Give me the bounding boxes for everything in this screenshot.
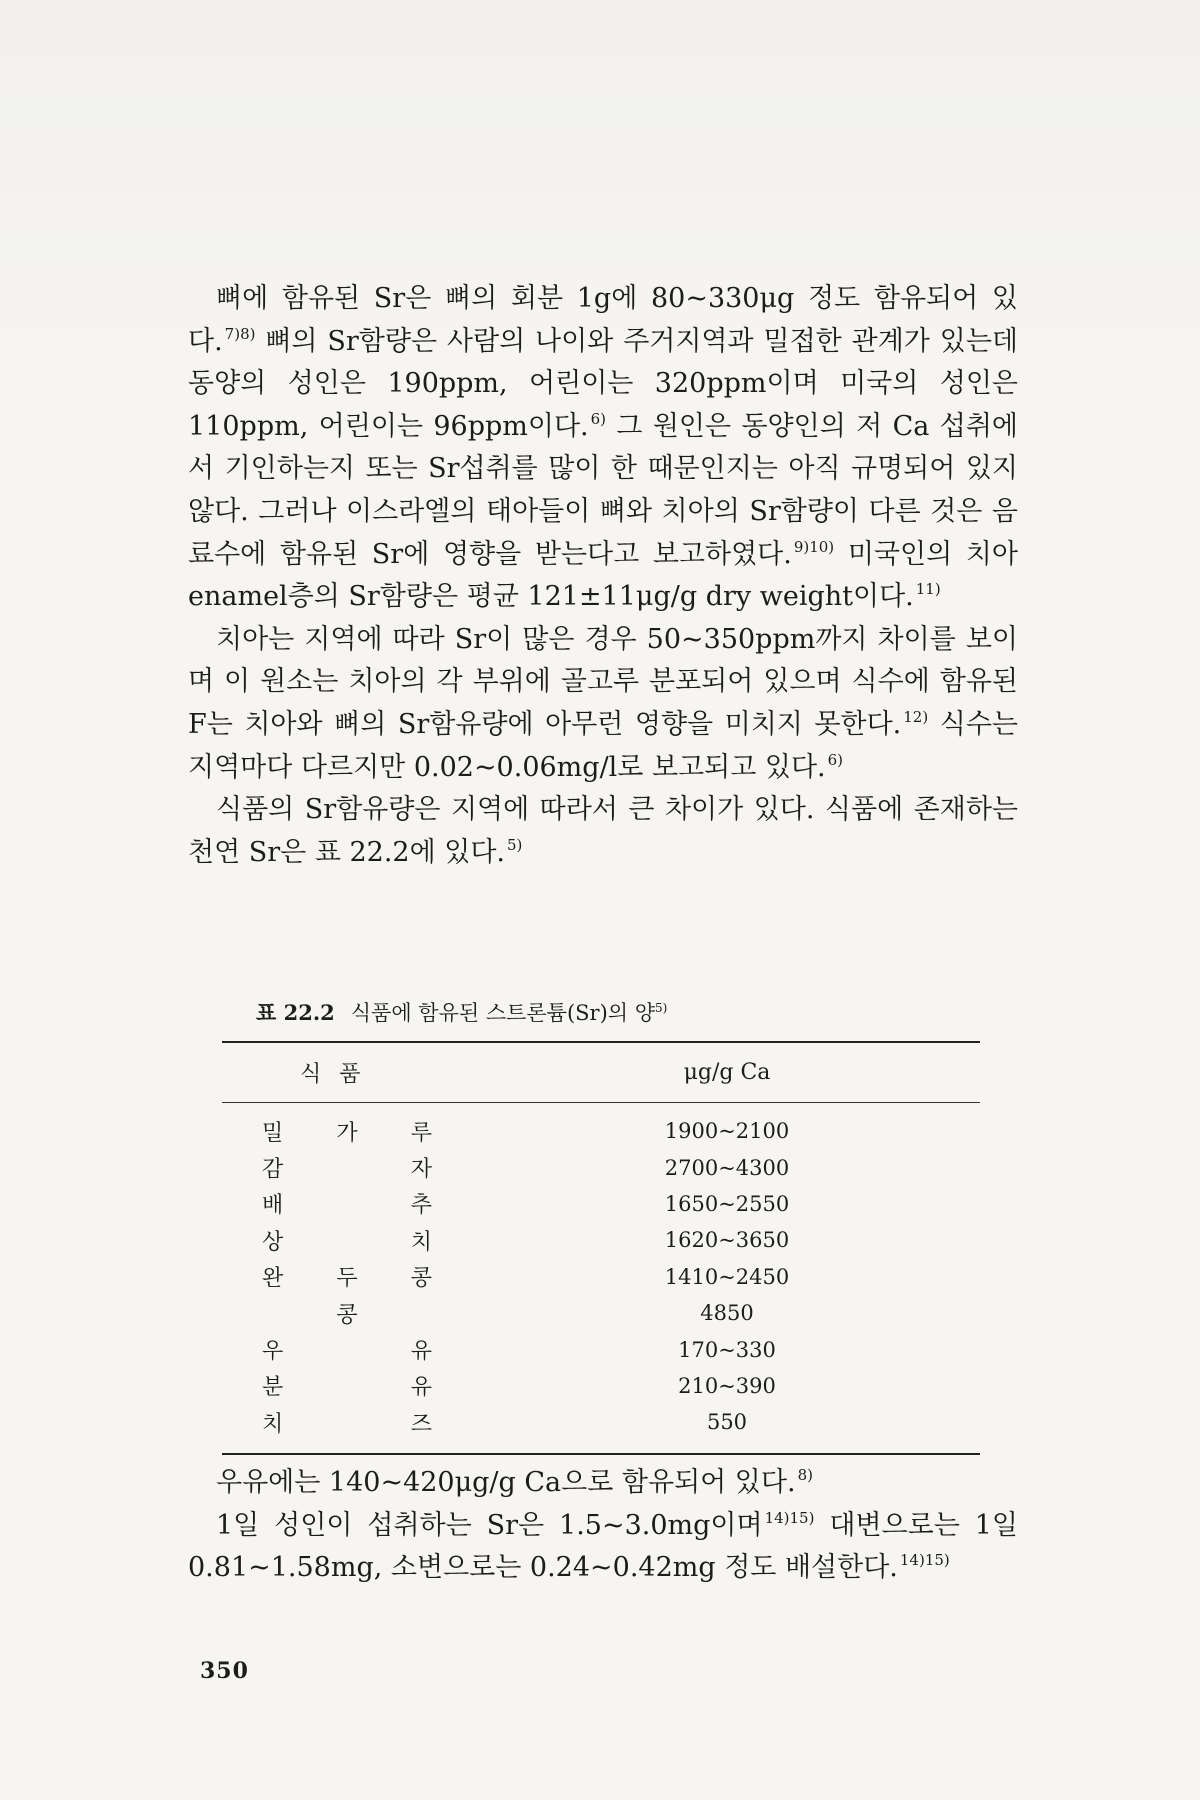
food-name [262, 1152, 432, 1183]
food-char: 가 [336, 1120, 358, 1146]
food-char: 추 [410, 1193, 432, 1219]
page-number: 350 [200, 1658, 249, 1684]
value-cell [642, 1368, 980, 1404]
citation-ref: 8) [797, 1466, 813, 1484]
para-1-text-2: 뼈의 Sr함량은 사람의 나이와 주거지역과 밀접한 관계가 있는데 동양의 성인은 190ppm, 어린이는 320ppm이며 미국의 성인은 110ppm, 어린이는 96ppm이다. [188, 325, 1018, 442]
table-row [222, 1368, 980, 1404]
table-row [222, 1295, 980, 1331]
food-char: 감 [262, 1157, 284, 1183]
food-cell [222, 1331, 642, 1367]
para-1-text-3: 그 원인은 동양인의 저 Ca 섭취에서 기인하는지 또는 Sr섭취를 많이 한 때문인지는 아직 규명되어 있지 않다. 그러나 이스라엘의 태아들이 뼈와 치아의 Sr함량이 다른 것은 음료수에 함유된 Sr에 영향을 받는다고 보고하였다. [188, 410, 1018, 570]
table-row [222, 1404, 980, 1453]
paragraph-intake [188, 1505, 1018, 1590]
sr-value: 4850 [700, 1301, 754, 1326]
sr-value: 1620~3650 [664, 1228, 790, 1253]
sr-value: 1410~2450 [664, 1264, 790, 1289]
para-2-text: 치아는 지역에 따라 Sr이 많은 경우 50~350ppm까지 차이를 보이며 이 원소는 치아의 각 부위에 골고루 분포되어 있으며 식수에 함유된 F는 치아와 뼈의 Sr함유량에 아무런 영향을 미치지 못한다. [188, 623, 1018, 740]
sr-content-table [222, 1041, 980, 1455]
food-char: 루 [410, 1120, 432, 1146]
value-cell [642, 1295, 980, 1331]
header-value [642, 1042, 980, 1103]
sr-value: 210~390 [678, 1373, 776, 1398]
food-char: 자 [410, 1157, 432, 1183]
citation-ref: 9)10) [793, 537, 835, 556]
value-cell [642, 1103, 980, 1150]
food-name [262, 1370, 432, 1401]
food-cell [222, 1222, 642, 1258]
food-char: 분 [262, 1375, 284, 1401]
paragraph-milk [188, 1462, 1018, 1505]
food-name [262, 1116, 432, 1147]
citation-ref: 14)15) [899, 1551, 950, 1570]
citation-ref: 5) [655, 1001, 668, 1015]
food-char: 치 [410, 1229, 432, 1255]
para-4-text: 우유에는 140~420μg/g Ca으로 함유되어 있다. [216, 1467, 796, 1498]
para-5-text-2: 대변으로는 1일 0.81~1.58mg, 소변으로는 0.24~0.42mg 정도 배설한다. [188, 1509, 1018, 1584]
paragraph-teeth-sr [188, 619, 1018, 789]
table-row [222, 1259, 980, 1295]
table-row [222, 1331, 980, 1367]
value-cell [642, 1149, 980, 1185]
food-char: 유 [410, 1375, 432, 1401]
value-cell [642, 1404, 980, 1453]
body-text-bottom [188, 1462, 1018, 1590]
value-cell [642, 1259, 980, 1295]
header-food: 식품 [222, 1042, 642, 1103]
food-char: 유 [410, 1339, 432, 1365]
food-char: 두 [336, 1266, 358, 1292]
food-char: 밀 [262, 1120, 284, 1146]
value-cell [642, 1186, 980, 1222]
food-cell [222, 1149, 642, 1185]
citation-ref: 12) [903, 707, 929, 726]
sr-value: 170~330 [678, 1337, 776, 1362]
food-name [262, 1225, 432, 1256]
table-22-2 [222, 997, 980, 1455]
table-row [222, 1222, 980, 1258]
food-char: 배 [262, 1193, 284, 1219]
sr-value: 550 [706, 1410, 748, 1435]
sr-value: 2700~4300 [664, 1155, 790, 1180]
food-cell [222, 1295, 642, 1331]
citation-ref: 5) [507, 835, 523, 854]
sr-value: 1900~2100 [664, 1119, 790, 1144]
table-caption [256, 997, 980, 1027]
food-char: 상 [262, 1229, 284, 1255]
value-cell [642, 1222, 980, 1258]
food-cell [222, 1186, 642, 1222]
food-name [262, 1261, 432, 1292]
food-name [262, 1334, 432, 1365]
food-char: 우 [262, 1339, 284, 1365]
food-cell [222, 1259, 642, 1295]
paragraph-food-sr [188, 789, 1018, 874]
food-char: 콩 [410, 1266, 432, 1292]
citation-ref: 6) [590, 409, 607, 428]
para-2-text-2: 식수는 지역마다 다르지만 0.02~0.06mg/l로 보고되고 있다. [188, 708, 1018, 783]
food-cell [222, 1103, 642, 1150]
table-header-row [222, 1042, 980, 1103]
food-char: 완 [262, 1266, 284, 1292]
food-cell [222, 1368, 642, 1404]
food-char: 콩 [336, 1302, 358, 1328]
citation-ref: 14)15) [764, 1508, 815, 1527]
citation-ref: 6) [827, 750, 844, 769]
table-row [222, 1186, 980, 1222]
table-caption-text: 식품에 함유된 스트론튬(Sr)의 양 [350, 1001, 656, 1025]
table-row [222, 1103, 980, 1150]
para-3-text: 식품의 Sr함유량은 지역에 따라서 큰 차이가 있다. 식품에 존재하는 천연 Sr은 표 22.2에 있다. [188, 794, 1018, 868]
citation-ref: 11) [915, 580, 941, 599]
para-1-text-4: 미국인의 치아 enamel층의 Sr함량은 평균 121±11μg/g dry weight이다. [188, 538, 1018, 613]
value-cell [642, 1331, 980, 1367]
para-1-text: 뼈에 함유된 Sr은 뼈의 회분 1g에 80~330μg 정도 함유되어 있다. [188, 283, 1018, 357]
citation-ref: 7)8) [224, 324, 256, 343]
header-value-label: μg/g Ca [683, 1060, 771, 1085]
table-body [222, 1103, 980, 1454]
food-char: 치 [262, 1411, 284, 1437]
food-name [262, 1188, 432, 1219]
table-caption-label: 표 22.2 [256, 1000, 335, 1025]
para-5-text: 1일 성인이 섭취하는 Sr은 1.5~3.0mg이며 [216, 1509, 763, 1541]
food-char: 즈 [410, 1411, 432, 1437]
food-name [262, 1407, 432, 1438]
sr-value: 1650~2550 [664, 1191, 790, 1216]
body-text-top [188, 278, 1018, 874]
paragraph-bone-sr [188, 278, 1018, 619]
food-name [262, 1298, 432, 1329]
food-cell [222, 1404, 642, 1453]
table-row [222, 1149, 980, 1185]
